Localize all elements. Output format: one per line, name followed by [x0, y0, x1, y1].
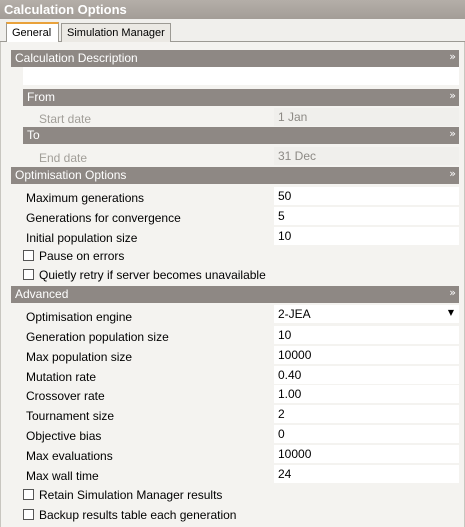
backup-results-table-row[interactable]	[23, 508, 236, 522]
tab-general[interactable]: General	[6, 22, 59, 43]
collapse-icon[interactable]: »	[449, 50, 456, 63]
collapse-icon[interactable]: »	[449, 127, 456, 140]
max-wall-time-label: Max wall time	[26, 469, 99, 483]
tab-simulation-manager[interactable]: Simulation Manager	[61, 23, 171, 42]
mutation-rate-label: Mutation rate	[26, 370, 97, 384]
mutation-rate-field[interactable]: 0.40	[274, 366, 459, 384]
dropdown-arrow-icon[interactable]: ▼	[447, 308, 454, 317]
maximum-generations-label: Maximum generations	[26, 191, 145, 205]
start-date-field: 1 Jan	[274, 108, 459, 126]
collapse-icon[interactable]: »	[449, 286, 456, 299]
section-header-calculation-description[interactable]	[11, 50, 459, 67]
max-population-size-field[interactable]: 10000	[274, 346, 459, 364]
max-population-size-label: Max population size	[26, 350, 133, 364]
section-title: Optimisation Options	[15, 168, 127, 182]
crossover-rate-field[interactable]: 1.00	[274, 385, 459, 403]
checkbox-label: Retain Simulation Manager results	[39, 488, 223, 502]
max-evaluations-label: Max evaluations	[26, 449, 113, 463]
generations-for-convergence-field[interactable]: 5	[274, 207, 459, 225]
checkbox-label: Pause on errors	[39, 249, 125, 263]
retain-simulation-manager-results-row[interactable]	[23, 488, 222, 502]
maximum-generations-field[interactable]: 50	[274, 187, 459, 205]
optimisation-engine-value: 2-JEA	[278, 307, 311, 321]
section-title: To	[27, 128, 40, 142]
end-date-label: End date	[39, 151, 88, 165]
crossover-rate-label: Crossover rate	[26, 389, 105, 403]
max-evaluations-field[interactable]: 10000	[274, 445, 459, 463]
tournament-size-label: Tournament size	[26, 409, 115, 423]
quietly-retry-row[interactable]	[23, 268, 266, 282]
section-title: From	[27, 90, 55, 104]
retain-simulation-manager-results-checkbox[interactable]	[23, 489, 34, 500]
pause-on-errors-row[interactable]	[23, 249, 124, 263]
section-title: Advanced	[15, 287, 69, 301]
checkbox-label: Backup results table each generation	[39, 508, 237, 522]
general-panel	[0, 42, 465, 527]
tab-strip	[0, 19, 465, 42]
collapse-icon[interactable]: »	[449, 167, 456, 180]
objective-bias-label: Objective bias	[26, 429, 102, 443]
pause-on-errors-checkbox[interactable]	[23, 250, 34, 261]
section-title: Calculation Description	[15, 51, 138, 65]
section-header-advanced[interactable]	[11, 286, 459, 303]
generation-population-size-label: Generation population size	[26, 330, 169, 344]
backup-results-table-checkbox[interactable]	[23, 509, 34, 520]
objective-bias-field[interactable]: 0	[274, 425, 459, 443]
start-date-label: Start date	[39, 112, 92, 126]
initial-population-size-label: Initial population size	[26, 231, 138, 245]
optimisation-engine-select[interactable]	[274, 305, 459, 323]
section-header-to[interactable]	[23, 127, 459, 144]
generations-for-convergence-label: Generations for convergence	[26, 211, 181, 225]
max-wall-time-field[interactable]: 24	[274, 465, 459, 483]
initial-population-size-field[interactable]: 10	[274, 227, 459, 245]
end-date-field: 31 Dec	[274, 147, 459, 165]
generation-population-size-field[interactable]: 10	[274, 326, 459, 344]
optimisation-engine-label: Optimisation engine	[26, 310, 133, 324]
tournament-size-field[interactable]: 2	[274, 405, 459, 423]
calculation-description-input[interactable]	[23, 67, 459, 85]
section-header-optimisation-options[interactable]	[11, 167, 459, 184]
window-title: Calculation Options	[0, 0, 465, 19]
quietly-retry-checkbox[interactable]	[23, 269, 34, 280]
collapse-icon[interactable]: »	[449, 89, 456, 102]
checkbox-label: Quietly retry if server becomes unavailable	[39, 268, 266, 282]
section-header-from[interactable]	[23, 89, 459, 106]
